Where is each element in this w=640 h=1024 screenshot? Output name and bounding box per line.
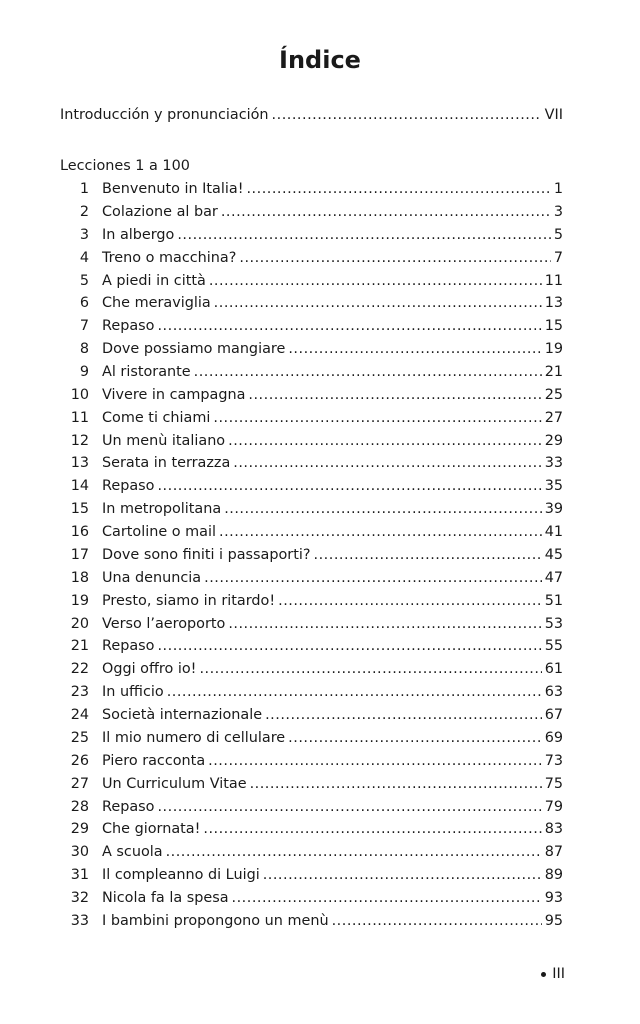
lesson-row (60, 544, 563, 567)
lesson-row (60, 521, 563, 544)
lesson-title: Oggi offro io! (102, 661, 197, 678)
lesson-page: 25 (544, 386, 563, 403)
lesson-title: I bambini propongono un menù (102, 912, 329, 929)
lesson-number: 1 (79, 181, 89, 197)
lesson-title: Un menù italiano (102, 432, 226, 449)
lesson-row (60, 452, 563, 475)
lesson-number: 31 (70, 867, 89, 884)
page-title: Índice (279, 46, 361, 74)
lesson-number: 17 (70, 546, 89, 563)
lesson-page: 5 (553, 226, 563, 243)
lesson-row (60, 635, 563, 658)
lesson-title: Serata in terrazza (102, 455, 231, 472)
lesson-title: Cartoline o mail (102, 524, 216, 540)
lesson-page: 79 (544, 798, 563, 815)
lesson-page: 87 (544, 844, 563, 861)
lesson-page: 67 (544, 707, 563, 723)
lesson-row (60, 430, 563, 453)
lesson-row (60, 270, 563, 293)
lesson-page: 73 (544, 752, 563, 769)
lesson-page: 19 (544, 341, 563, 358)
lesson-title: Il compleanno di Luigi (102, 867, 260, 884)
dot-leader (204, 567, 542, 590)
lesson-page: 93 (544, 890, 563, 906)
lesson-title: Repaso (102, 478, 155, 495)
dot-leader (278, 590, 542, 613)
lesson-page: 21 (544, 364, 563, 380)
lesson-title: Nicola fa la spesa (102, 890, 229, 906)
lesson-title: Società internazionale (102, 707, 263, 723)
dot-leader (265, 704, 542, 727)
lesson-row (60, 384, 563, 407)
lesson-number: 22 (70, 661, 89, 678)
lesson-number: 15 (70, 501, 89, 518)
lesson-row (60, 201, 563, 224)
lesson-title: Come ti chiami (102, 409, 211, 426)
lesson-page: 1 (553, 181, 563, 197)
lesson-number: 21 (70, 638, 89, 655)
lesson-row (60, 750, 563, 773)
lesson-number: 23 (70, 684, 89, 701)
lesson-title: Colazione al bar (102, 203, 218, 220)
lesson-number: 33 (70, 912, 89, 929)
lesson-title: Treno o macchina? (102, 249, 237, 266)
lesson-title: In ufficio (102, 684, 164, 701)
lesson-title: Dove possiamo mangiare (102, 341, 286, 358)
lesson-number: 18 (70, 569, 89, 586)
lesson-page: 33 (544, 455, 563, 472)
lesson-title: Che giornata! (102, 821, 201, 838)
lesson-title: A scuola (102, 844, 163, 861)
lesson-title: In albergo (102, 226, 175, 243)
lesson-number: 24 (70, 707, 89, 723)
lesson-row (60, 590, 563, 613)
lesson-page: 35 (544, 478, 563, 495)
lesson-number: 13 (70, 455, 89, 472)
lesson-row (60, 178, 563, 201)
lesson-number: 25 (70, 729, 89, 746)
lesson-title: In metropolitana (102, 501, 222, 518)
lesson-row (60, 704, 563, 727)
lesson-page: 45 (544, 546, 563, 563)
section-heading: Lecciones 1 a 100 (60, 158, 190, 174)
lesson-row (60, 407, 563, 430)
dot-leader (250, 773, 542, 796)
dot-leader (239, 247, 550, 270)
toc-entry-label: Introducción y pronunciación (60, 107, 269, 123)
lesson-title: Vivere in campagna (102, 386, 246, 403)
lesson-number: 6 (79, 295, 89, 312)
lesson-row (60, 247, 563, 270)
lesson-page: 3 (553, 203, 563, 220)
dot-leader (166, 841, 542, 864)
dot-leader (157, 475, 541, 498)
lesson-title: Il mio numero di cellulare (102, 729, 286, 746)
lesson-number: 3 (79, 226, 89, 243)
lesson-page: 55 (544, 638, 563, 655)
lesson-row (60, 361, 563, 384)
lesson-number: 11 (70, 409, 89, 426)
dot-leader (232, 887, 542, 910)
dot-leader (157, 635, 541, 658)
dot-leader (263, 864, 542, 887)
dot-leader (288, 338, 541, 361)
lesson-title: Al ristorante (102, 364, 191, 380)
lesson-title: Repaso (102, 318, 155, 335)
lesson-row (60, 887, 563, 910)
lesson-title: Una denuncia (102, 569, 202, 586)
lesson-page: 29 (544, 432, 563, 449)
dot-leader (221, 201, 551, 224)
lesson-number: 2 (79, 203, 89, 220)
page-folio (541, 963, 565, 986)
lesson-page: 53 (544, 615, 563, 632)
lesson-number: 7 (79, 318, 89, 335)
lesson-title: A piedi in città (102, 272, 206, 289)
lesson-title: Repaso (102, 638, 155, 655)
toc-entry-page: VII (544, 107, 563, 123)
lesson-number: 30 (70, 844, 89, 861)
lesson-page: 95 (544, 912, 563, 929)
dot-leader (194, 361, 542, 384)
dot-leader (167, 681, 542, 704)
lesson-number: 29 (70, 821, 89, 838)
lesson-title: Dove sono finiti i passaporti? (102, 546, 311, 563)
lesson-number: 20 (70, 615, 89, 632)
lesson-row (60, 773, 563, 796)
lesson-row (60, 841, 563, 864)
dot-leader (246, 178, 550, 201)
lesson-page: 7 (553, 249, 563, 266)
lesson-page: 47 (544, 569, 563, 586)
dot-leader (248, 384, 541, 407)
lesson-row (60, 315, 563, 338)
dot-leader (209, 270, 542, 293)
lesson-number: 14 (70, 478, 89, 495)
lesson-page: 75 (544, 775, 563, 792)
lesson-row (60, 818, 563, 841)
lesson-title: Piero racconta (102, 752, 206, 769)
lesson-number: 27 (70, 775, 89, 792)
lesson-number: 12 (70, 432, 89, 449)
dot-leader (332, 910, 542, 933)
lesson-title: Un Curriculum Vitae (102, 775, 247, 792)
lesson-number: 26 (70, 752, 89, 769)
lesson-row (60, 658, 563, 681)
lesson-title: Che meraviglia (102, 295, 211, 312)
folio-number: III (552, 966, 565, 982)
lesson-page: 27 (544, 409, 563, 426)
lesson-number: 32 (70, 890, 89, 906)
lesson-row (60, 681, 563, 704)
lesson-page: 83 (544, 821, 563, 838)
lesson-row (60, 864, 563, 887)
lesson-row (60, 475, 563, 498)
dot-leader (213, 407, 541, 430)
dot-leader (228, 430, 542, 453)
lesson-page: 15 (544, 318, 563, 335)
dot-leader (199, 658, 541, 681)
lesson-number: 5 (79, 272, 89, 289)
dot-leader (272, 104, 542, 127)
dot-leader (177, 224, 550, 247)
lesson-number: 10 (70, 386, 89, 403)
lesson-number: 28 (70, 798, 89, 815)
dot-leader (233, 452, 541, 475)
lesson-row (60, 613, 563, 636)
lesson-row (60, 727, 563, 750)
lesson-title: Benvenuto in Italia! (102, 181, 244, 197)
toc-entry-intro (60, 104, 563, 127)
lesson-number: 8 (79, 341, 89, 358)
lesson-title: Presto, siamo in ritardo! (102, 592, 276, 609)
dot-leader (203, 818, 541, 841)
dot-leader (208, 750, 542, 773)
lesson-page: 63 (544, 684, 563, 701)
lesson-row (60, 796, 563, 819)
dot-leader (157, 796, 541, 819)
lesson-page: 69 (544, 729, 563, 746)
lesson-number: 9 (79, 364, 89, 380)
lesson-page: 89 (544, 867, 563, 884)
lesson-page: 13 (544, 295, 563, 312)
lesson-page: 11 (544, 272, 563, 289)
lesson-page: 61 (544, 661, 563, 678)
dot-leader (214, 292, 542, 315)
lesson-page: 51 (544, 592, 563, 609)
lesson-row (60, 910, 563, 933)
lesson-row (60, 567, 563, 590)
lesson-page: 41 (544, 524, 563, 540)
lesson-row (60, 292, 563, 315)
dot-leader (228, 613, 541, 636)
bullet-icon (541, 972, 546, 977)
lesson-number: 4 (79, 249, 89, 266)
lesson-title: Repaso (102, 798, 155, 815)
lesson-number: 16 (70, 524, 89, 540)
dot-leader (224, 498, 541, 521)
lesson-row (60, 498, 563, 521)
dot-leader (157, 315, 541, 338)
dot-leader (314, 544, 542, 567)
dot-leader (219, 521, 542, 544)
lesson-row (60, 338, 563, 361)
lesson-page: 39 (544, 501, 563, 518)
lesson-row (60, 224, 563, 247)
dot-leader (288, 727, 542, 750)
lesson-number: 19 (70, 592, 89, 609)
lesson-title: Verso l’aeroporto (102, 615, 226, 632)
